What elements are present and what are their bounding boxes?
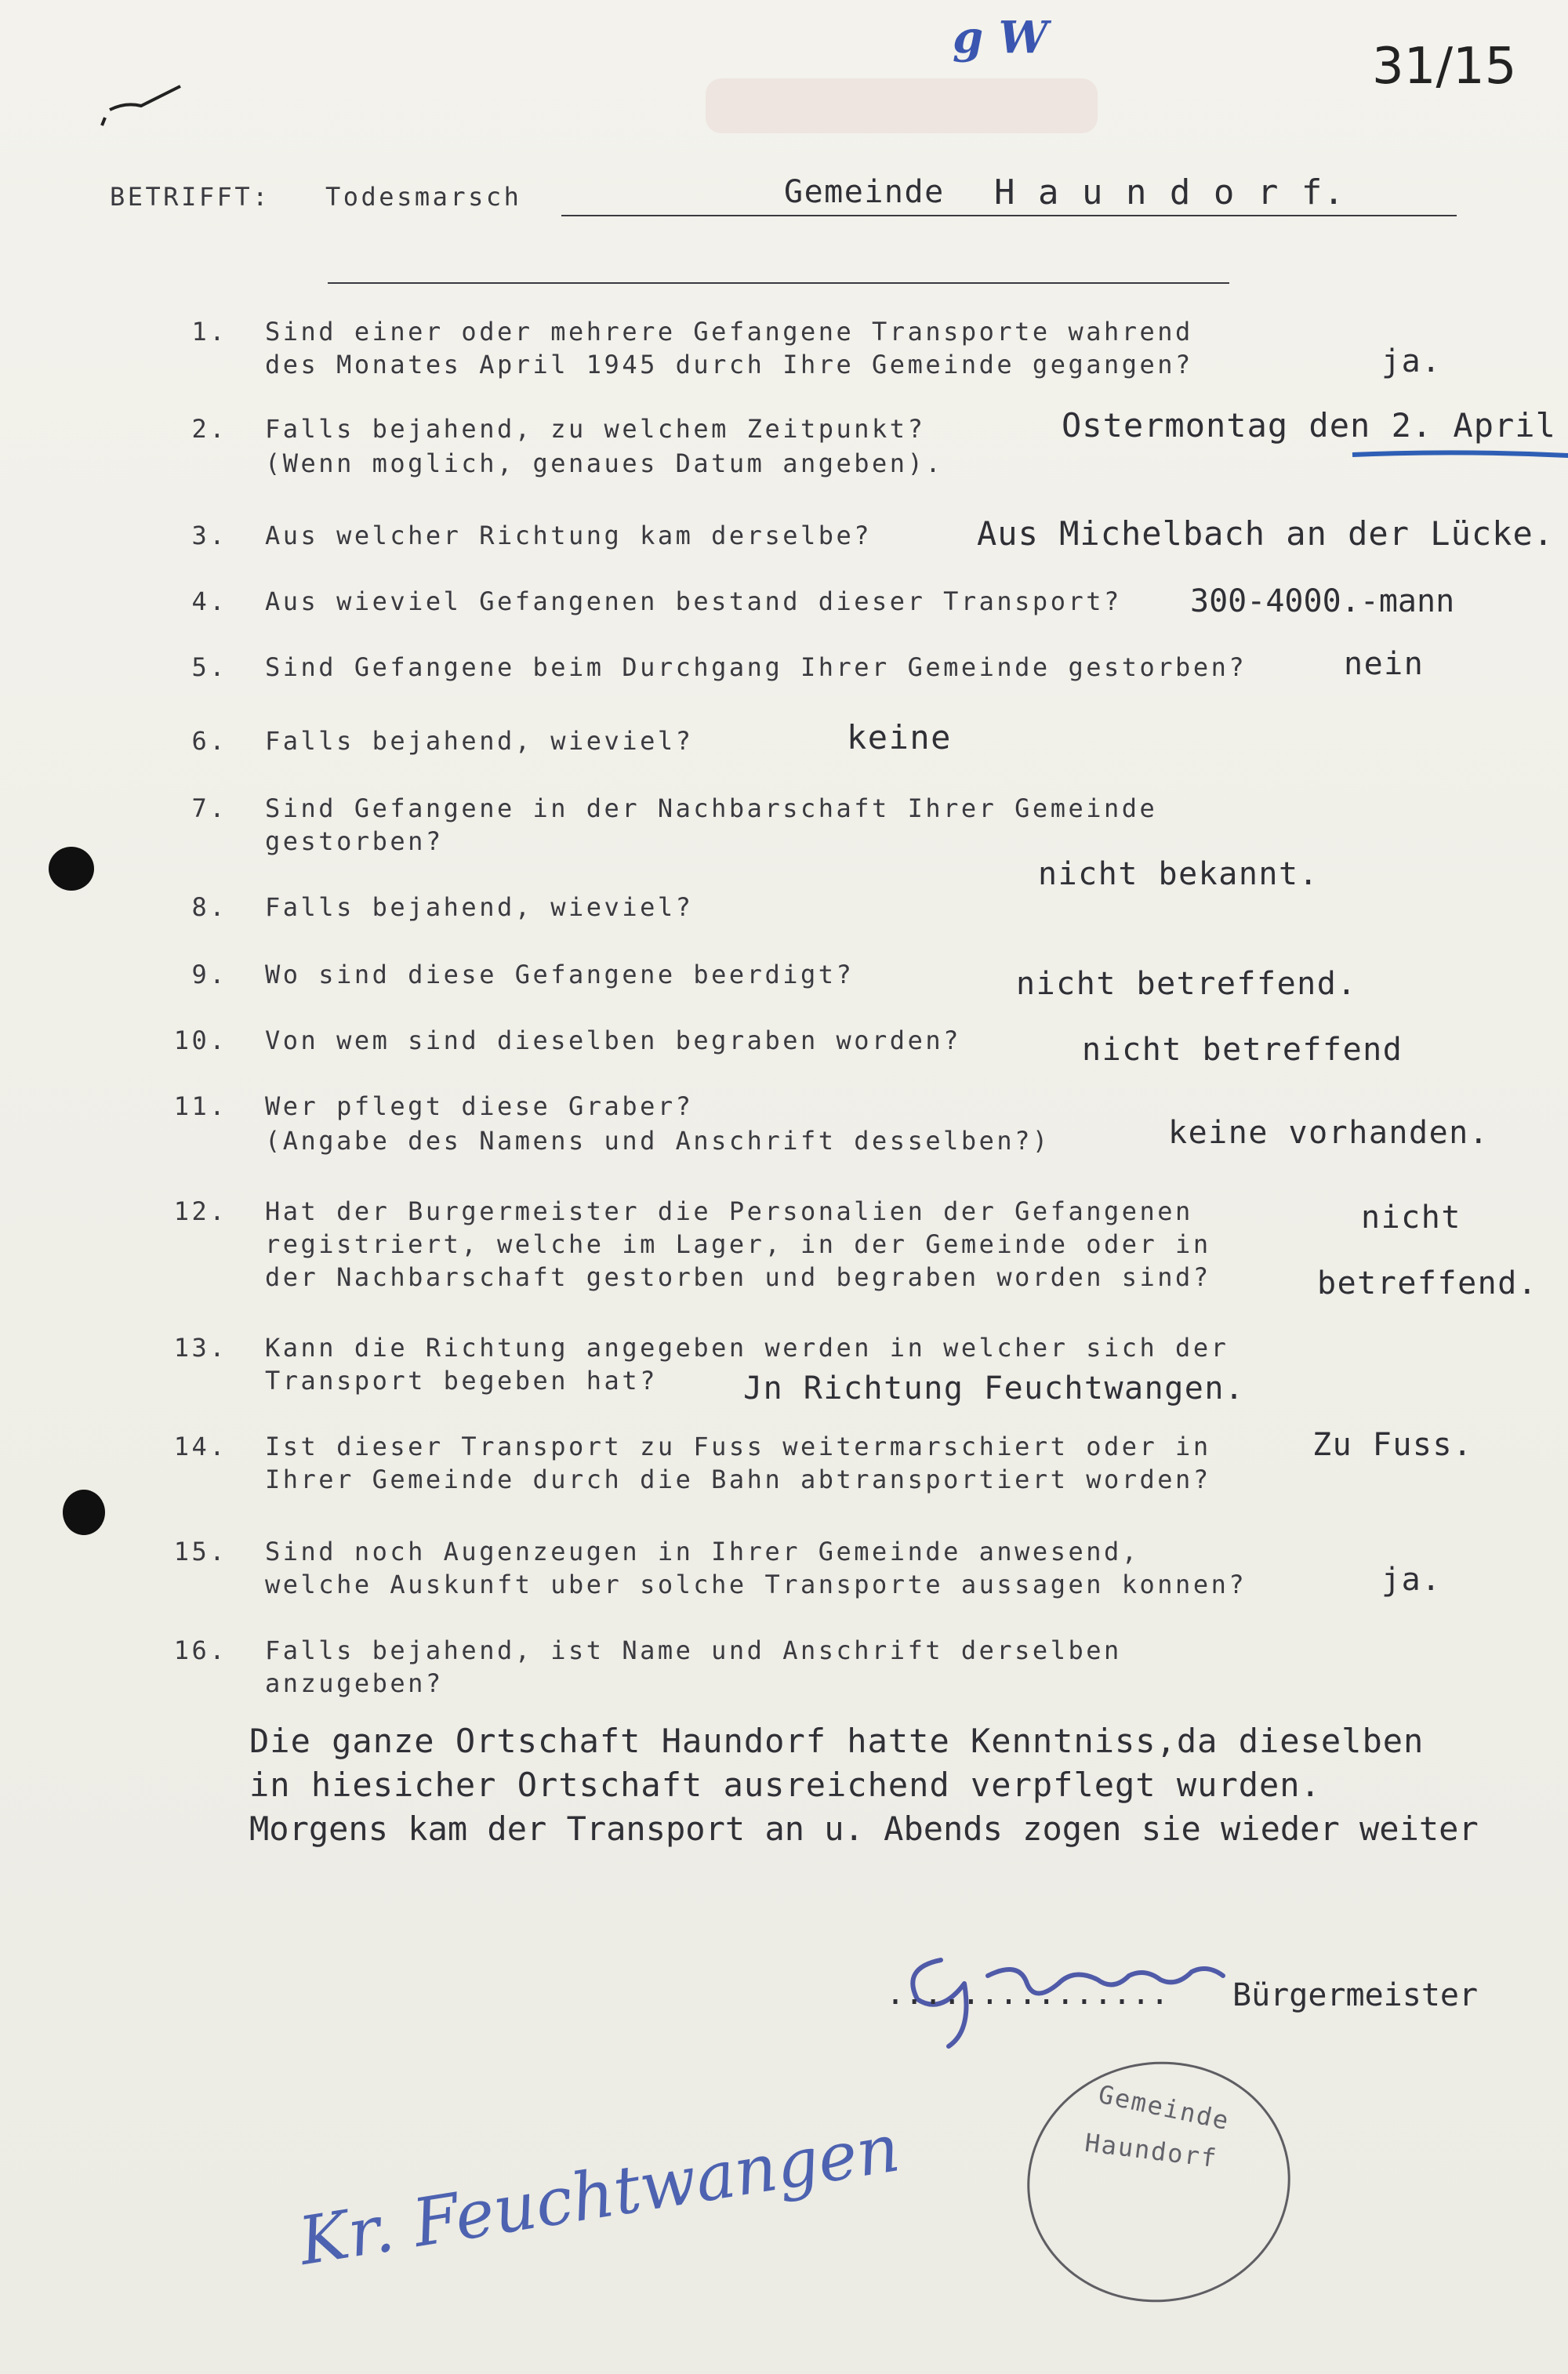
answer-text: nicht betreffend. — [1016, 966, 1357, 1002]
question-text: Sind noch Augenzeugen in Ihrer Gemeinde anwesend, — [265, 1537, 1140, 1566]
question-text: Ist dieser Transport zu Fuss weitermarschiert oder in — [265, 1432, 1211, 1461]
question-text: Falls bejahend, wieviel? — [265, 726, 694, 756]
question-text: des Monates April 1945 durch Ihre Gemeinde gegangen? — [265, 350, 1193, 379]
statement-line: Morgens kam der Transport an u. Abends zogen sie wieder weiter — [249, 1810, 1479, 1848]
answer-text: Aus Michelbach an der Lücke. — [977, 514, 1555, 553]
question-number: 1. — [191, 317, 227, 347]
answer-text: nicht bekannt. — [1038, 856, 1319, 892]
question-text: anzugeben? — [265, 1668, 444, 1698]
question-text: Ihrer Gemeinde durch die Bahn abtransportiert worden? — [265, 1465, 1211, 1494]
question-number: 16. — [173, 1635, 227, 1665]
question-text: Aus wieviel Gefangenen bestand dieser Transport? — [265, 586, 1122, 616]
question-number: 5. — [191, 652, 227, 682]
question-text: der Nachbarschaft gestorben und begraben worden sind? — [265, 1262, 1211, 1292]
question-number: 12. — [173, 1196, 227, 1226]
question-text: Von wem sind dieselben begraben worden? — [265, 1025, 961, 1055]
stamp-line-1: Gemeinde — [1095, 2078, 1233, 2136]
question-text: Transport begeben hat? — [265, 1366, 658, 1396]
answer-text: keine vorhanden. — [1168, 1115, 1490, 1151]
answer-text: ja. — [1381, 343, 1442, 379]
statement-line: in hiesicher Ortschaft ausreichend verpflegt wurden. — [249, 1766, 1321, 1804]
answer-text: betreffend. — [1317, 1265, 1538, 1301]
question-text: Sind Gefangene in der Nachbarschaft Ihrer Gemeinde — [265, 793, 1158, 823]
subject-value: Todesmarsch — [325, 182, 522, 212]
ink-underline — [1348, 448, 1568, 464]
question-text: Falls bejahend, zu welchem Zeitpunkt? — [265, 414, 926, 444]
question-number: 10. — [173, 1025, 227, 1055]
question-text: Hat der Burgermeister die Personalien der Gefangenen — [265, 1196, 1193, 1226]
answer-text: ja. — [1381, 1562, 1442, 1598]
municipality-label: Gemeinde — [784, 174, 945, 210]
municipality-name: H a u n d o r f. — [994, 172, 1345, 212]
signature-title: Bürgermeister — [1232, 1977, 1479, 2013]
punch-hole-lower — [63, 1490, 105, 1535]
question-text: registriert, welche im Lager, in der Gemeinde oder in — [265, 1229, 1211, 1259]
punch-hole-upper — [49, 847, 94, 891]
question-number: 6. — [191, 726, 227, 756]
question-number: 7. — [191, 793, 227, 823]
stamp-line-2: Haundorf — [1083, 2127, 1220, 2174]
question-text: Kann die Richtung angegeben werden in welcher sich der — [265, 1333, 1229, 1363]
page-number: 31/15 — [1372, 38, 1517, 96]
signature-dots: ............... — [886, 1976, 1170, 2012]
question-text: gestorben? — [265, 826, 444, 856]
answer-text: 300-4000.-mann — [1190, 583, 1455, 619]
answer-text: Jn Richtung Feuchtwangen. — [743, 1370, 1245, 1407]
top-ink-mark: g W — [953, 12, 1048, 64]
municipal-stamp — [1011, 2045, 1305, 2319]
question-text: Wo sind diese Gefangene beerdigt? — [265, 960, 855, 989]
question-number: 14. — [173, 1432, 227, 1461]
question-number: 15. — [173, 1537, 227, 1566]
header-rule-2 — [328, 282, 1229, 284]
question-text: (Angabe des Namens und Anschrift desselben?) — [265, 1126, 1051, 1156]
question-number: 2. — [191, 414, 227, 444]
statement-line: Die ganze Ortschaft Haundorf hatte Kenntniss,da dieselben — [249, 1722, 1425, 1760]
question-number: 3. — [191, 521, 227, 550]
question-text: welche Auskunft uber solche Transporte aussagen konnen? — [265, 1570, 1247, 1599]
question-number: 8. — [191, 892, 227, 922]
answer-text: nicht betreffend — [1082, 1032, 1403, 1068]
answer-text: Ostermontag den 2. April — [1062, 406, 1556, 445]
question-number: 13. — [173, 1333, 227, 1363]
question-number: 11. — [173, 1091, 227, 1121]
question-text: Aus welcher Richtung kam derselbe? — [265, 521, 873, 550]
header-rule — [561, 215, 1457, 216]
question-text: Falls bejahend, wieviel? — [265, 892, 694, 922]
footer-handwritten-note: Kr. Feuchtwangen — [293, 2109, 905, 2280]
answer-text: nein — [1344, 646, 1425, 682]
subject-label: BETRIFFT: — [110, 182, 270, 212]
question-text: Sind einer oder mehrere Gefangene Transporte wahrend — [265, 317, 1193, 347]
answer-text: Zu Fuss. — [1312, 1427, 1473, 1463]
pencil-mark — [94, 71, 188, 133]
question-text: Falls bejahend, ist Name und Anschrift derselben — [265, 1635, 1122, 1665]
question-text: Sind Gefangene beim Durchgang Ihrer Gemeinde gestorben? — [265, 652, 1247, 682]
question-number: 9. — [191, 960, 227, 989]
faint-red-impression — [706, 78, 1098, 133]
answer-text: keine — [847, 718, 952, 757]
question-text: (Wenn moglich, genaues Datum angeben). — [265, 448, 944, 478]
question-number: 4. — [191, 586, 227, 616]
question-text: Wer pflegt diese Graber? — [265, 1091, 694, 1121]
answer-text: nicht — [1361, 1200, 1461, 1236]
